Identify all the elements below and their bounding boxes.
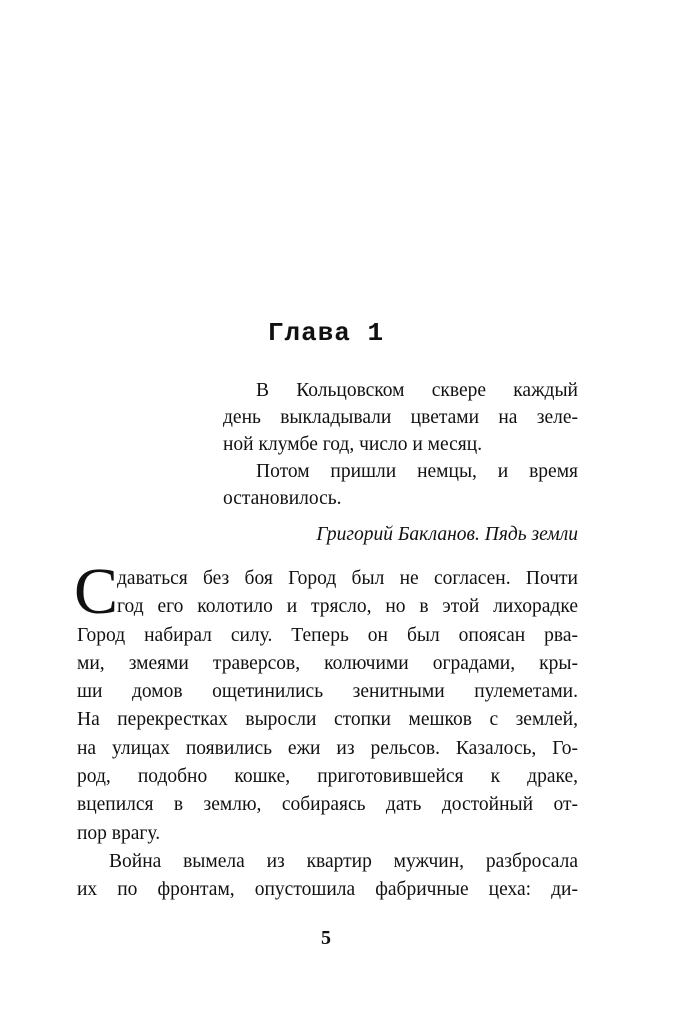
epigraph-line: Потом пришли немцы, и время (256, 461, 578, 482)
epigraph-line: В Кольцовском сквере каждый (256, 380, 578, 401)
body-line: ши домов ощетинились зенитными пулеметами. (77, 681, 578, 703)
epigraph-attribution: Григорий Бакланов. Пядь земли (316, 524, 578, 545)
body-line: их по фронтам, опустошила фабричные цеха: ди- (77, 879, 578, 901)
body-line: Город набирал силу. Теперь он был опоясан рва- (77, 624, 578, 646)
body-line: пор врагу. (77, 822, 161, 844)
body-line: на улицах появились ежи из рельсов. Казалось, Го- (77, 737, 578, 759)
epigraph-line: день выкладывали цветами на зеле- (223, 407, 578, 428)
body-line: род, подобно кошке, приготовившейся к драке, (77, 766, 578, 788)
drop-cap: С (74, 555, 119, 628)
body-line: ми, змеями траверсов, колючими оградами, кры- (77, 652, 578, 674)
epigraph-line: остановилось. (223, 488, 342, 509)
body-line: вцепился в землю, собираясь дать достойный от- (77, 794, 578, 816)
body-line: Война вымела из квартир мужчин, разбросала (109, 850, 578, 872)
body-line: даваться без боя Город был не согласен. Почти (117, 568, 578, 589)
body-text (74, 555, 578, 905)
body-line: На перекрестках выросли стопки мешков с землей, (77, 709, 578, 731)
epigraph-line: ной клумбе год, число и месяц. (223, 434, 483, 455)
body-line: год его колотило и трясло, но в этой лихорадке (117, 596, 578, 618)
chapter-title: Глава 1 (267, 318, 385, 348)
epigraph (223, 377, 578, 548)
page-number: 5 (321, 927, 331, 949)
